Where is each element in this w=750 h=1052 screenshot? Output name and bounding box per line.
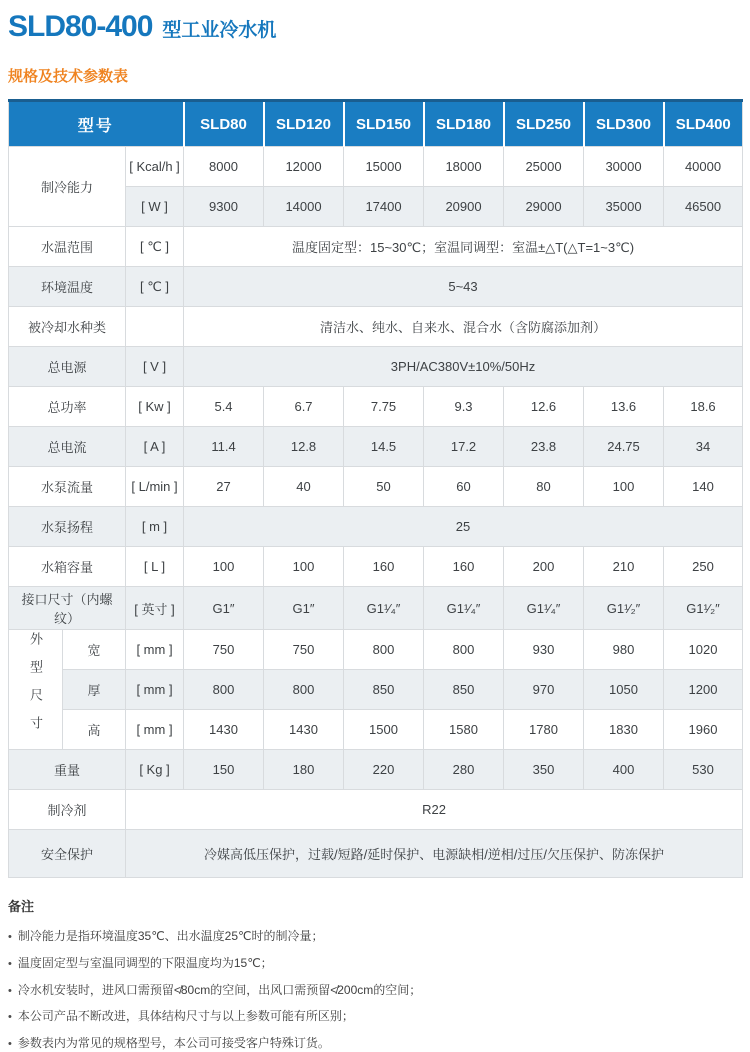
cell-value: 1020	[664, 630, 743, 670]
table-header-row	[9, 101, 743, 147]
table-row	[9, 790, 743, 830]
cell-value: G1¹⁄₂″	[664, 587, 743, 630]
cell-value: 750	[264, 630, 344, 670]
cell-value: 150	[184, 750, 264, 790]
table-row	[9, 267, 743, 307]
cell-value: 14.5	[344, 427, 424, 467]
row-unit: [ mm ]	[126, 630, 184, 670]
row-label: 水泵扬程	[9, 507, 126, 547]
cell-value: G1¹⁄₂″	[584, 587, 664, 630]
cell-value: 400	[584, 750, 664, 790]
row-label: 安全保护	[9, 830, 126, 878]
cell-value: 40000	[664, 147, 743, 187]
cell-value: 280	[424, 750, 504, 790]
column-header-sld120: SLD120	[264, 101, 344, 147]
cell-value: G1¹⁄₄″	[504, 587, 584, 630]
cell-value: 1960	[664, 710, 743, 750]
row-sub-label: 宽	[63, 630, 126, 670]
cell-value: 12.8	[264, 427, 344, 467]
row-unit: [ V ]	[126, 347, 184, 387]
cell-value: 1580	[424, 710, 504, 750]
cell-value: 1500	[344, 710, 424, 750]
row-label: 被冷却水种类	[9, 307, 126, 347]
table-row	[9, 467, 743, 507]
table-row	[9, 347, 743, 387]
row-span-value: 冷媒高低压保护，过载/短路/延时保护、电源缺相/逆相/过压/欠压保护、防冻保护	[126, 830, 743, 878]
cell-value: 800	[264, 670, 344, 710]
cell-value: 13.6	[584, 387, 664, 427]
cell-value: 6.7	[264, 387, 344, 427]
cell-value: G1¹⁄₄″	[344, 587, 424, 630]
row-unit: [ L/min ]	[126, 467, 184, 507]
row-unit: [ m ]	[126, 507, 184, 547]
cell-value: 46500	[664, 187, 743, 227]
cell-value: 970	[504, 670, 584, 710]
cell-value: 1430	[184, 710, 264, 750]
row-sub-label: 厚	[63, 670, 126, 710]
table-row	[9, 147, 743, 187]
row-unit: [ mm ]	[126, 710, 184, 750]
row-label: 重量	[9, 750, 126, 790]
table-row	[9, 227, 743, 267]
row-unit: [ mm ]	[126, 670, 184, 710]
table-row	[9, 630, 743, 670]
cell-value: 7.75	[344, 387, 424, 427]
cell-value: 1430	[264, 710, 344, 750]
cell-value: 9300	[184, 187, 264, 227]
row-label: 总功率	[9, 387, 126, 427]
cell-value: 17400	[344, 187, 424, 227]
table-row	[9, 307, 743, 347]
cell-value: G1″	[264, 587, 344, 630]
row-span-value: 3PH/AC380V±10%/50Hz	[184, 347, 743, 387]
section-title: 规格及技术参数表	[8, 68, 129, 85]
note-item: • 冷水机安装时，进风口需预留≮80cm的空间，出风口需预留≮200cm的空间；	[8, 983, 742, 999]
table-row	[9, 750, 743, 790]
cell-value: 100	[584, 467, 664, 507]
cell-value: 350	[504, 750, 584, 790]
spec-table	[8, 99, 743, 878]
cell-value: 17.2	[424, 427, 504, 467]
cell-value: 23.8	[504, 427, 584, 467]
row-label: 总电流	[9, 427, 126, 467]
row-label: 水箱容量	[9, 547, 126, 587]
cell-value: 800	[184, 670, 264, 710]
model-range-title: SLD80-400	[8, 10, 153, 43]
cell-value: 12000	[264, 147, 344, 187]
cell-value: 27	[184, 467, 264, 507]
cell-value: 40	[264, 467, 344, 507]
cell-value: 530	[664, 750, 743, 790]
notes-heading: 备注	[8, 899, 35, 914]
row-unit: [ ℃ ]	[126, 227, 184, 267]
row-unit: [ ℃ ]	[126, 267, 184, 307]
row-unit	[126, 307, 184, 347]
cell-value: 50	[344, 467, 424, 507]
notes-section	[8, 896, 742, 1052]
cell-value: 30000	[584, 147, 664, 187]
row-span-value: R22	[126, 790, 743, 830]
row-label: 水泵流量	[9, 467, 126, 507]
cell-value: 15000	[344, 147, 424, 187]
row-label: 环境温度	[9, 267, 126, 307]
cell-value: 210	[584, 547, 664, 587]
cell-value: 220	[344, 750, 424, 790]
cell-value: 180	[264, 750, 344, 790]
row-unit: [ W ]	[126, 187, 184, 227]
cell-value: 80	[504, 467, 584, 507]
cell-value: G1¹⁄₄″	[424, 587, 504, 630]
row-span-value: 5~43	[184, 267, 743, 307]
row-span-value: 25	[184, 507, 743, 547]
cell-value: 25000	[504, 147, 584, 187]
table-row	[9, 830, 743, 878]
cell-value: 5.4	[184, 387, 264, 427]
cell-value: 18.6	[664, 387, 743, 427]
column-header-sld180: SLD180	[424, 101, 504, 147]
note-item: • 温度固定型与室温同调型的下限温度均为15℃；	[8, 956, 742, 972]
cell-value: 800	[424, 630, 504, 670]
row-label: 接口尺寸（内螺纹）	[9, 587, 126, 630]
row-label: 总电源	[9, 347, 126, 387]
page-title	[8, 10, 742, 44]
cell-value: 24.75	[584, 427, 664, 467]
table-row	[9, 427, 743, 467]
cell-value: 850	[344, 670, 424, 710]
row-label: 外型尺寸	[9, 630, 63, 750]
cell-value: 29000	[504, 187, 584, 227]
row-label: 制冷能力	[9, 147, 126, 227]
cell-value: 1200	[664, 670, 743, 710]
cell-value: 14000	[264, 187, 344, 227]
row-label: 水温范围	[9, 227, 126, 267]
cell-value: 9.3	[424, 387, 504, 427]
table-row	[9, 387, 743, 427]
column-header-sld150: SLD150	[344, 101, 424, 147]
cell-value: 980	[584, 630, 664, 670]
column-header-sld250: SLD250	[504, 101, 584, 147]
column-header-model: 型号	[9, 101, 184, 147]
cell-value: 12.6	[504, 387, 584, 427]
cell-value: 250	[664, 547, 743, 587]
cell-value: 60	[424, 467, 504, 507]
cell-value: 200	[504, 547, 584, 587]
note-item: • 本公司产品不断改进，具体结构尺寸与以上参数可能有所区别；	[8, 1009, 742, 1025]
cell-value: 11.4	[184, 427, 264, 467]
table-row	[9, 547, 743, 587]
spec-table-body	[9, 147, 743, 878]
cell-value: 8000	[184, 147, 264, 187]
row-unit: [ A ]	[126, 427, 184, 467]
cell-value: 160	[344, 547, 424, 587]
table-row	[9, 670, 743, 710]
cell-value: 1050	[584, 670, 664, 710]
cell-value: 35000	[584, 187, 664, 227]
row-span-value: 清洁水、纯水、自来水、混合水（含防腐添加剂）	[184, 307, 743, 347]
cell-value: 18000	[424, 147, 504, 187]
cell-value: 1830	[584, 710, 664, 750]
table-row	[9, 507, 743, 547]
note-item: • 参数表内为常见的规格型号，本公司可接受客户特殊订货。	[8, 1036, 742, 1052]
cell-value: 20900	[424, 187, 504, 227]
column-header-sld400: SLD400	[664, 101, 743, 147]
row-unit: [ L ]	[126, 547, 184, 587]
column-header-sld300: SLD300	[584, 101, 664, 147]
cell-value: 100	[264, 547, 344, 587]
cell-value: 930	[504, 630, 584, 670]
cell-value: 100	[184, 547, 264, 587]
note-item: • 制冷能力是指环境温度35℃、出水温度25℃时的制冷量；	[8, 929, 742, 945]
row-sub-label: 高	[63, 710, 126, 750]
cell-value: 34	[664, 427, 743, 467]
cell-value: G1″	[184, 587, 264, 630]
cell-value: 1780	[504, 710, 584, 750]
cell-value: 160	[424, 547, 504, 587]
row-unit: [ Kcal/h ]	[126, 147, 184, 187]
row-unit: [ Kg ]	[126, 750, 184, 790]
table-row	[9, 587, 743, 630]
cell-value: 850	[424, 670, 504, 710]
cell-value: 140	[664, 467, 743, 507]
table-row	[9, 710, 743, 750]
cell-value: 750	[184, 630, 264, 670]
product-type-title: 型工业冷水机	[162, 20, 277, 41]
row-label: 制冷剂	[9, 790, 126, 830]
cell-value: 800	[344, 630, 424, 670]
notes-list	[8, 929, 742, 1052]
row-unit: [ Kw ]	[126, 387, 184, 427]
row-unit: [ 英寸 ]	[126, 587, 184, 630]
column-header-sld80: SLD80	[184, 101, 264, 147]
row-span-value: 温度固定型：15~30℃；室温同调型：室温±△T(△T=1~3℃)	[184, 227, 743, 267]
